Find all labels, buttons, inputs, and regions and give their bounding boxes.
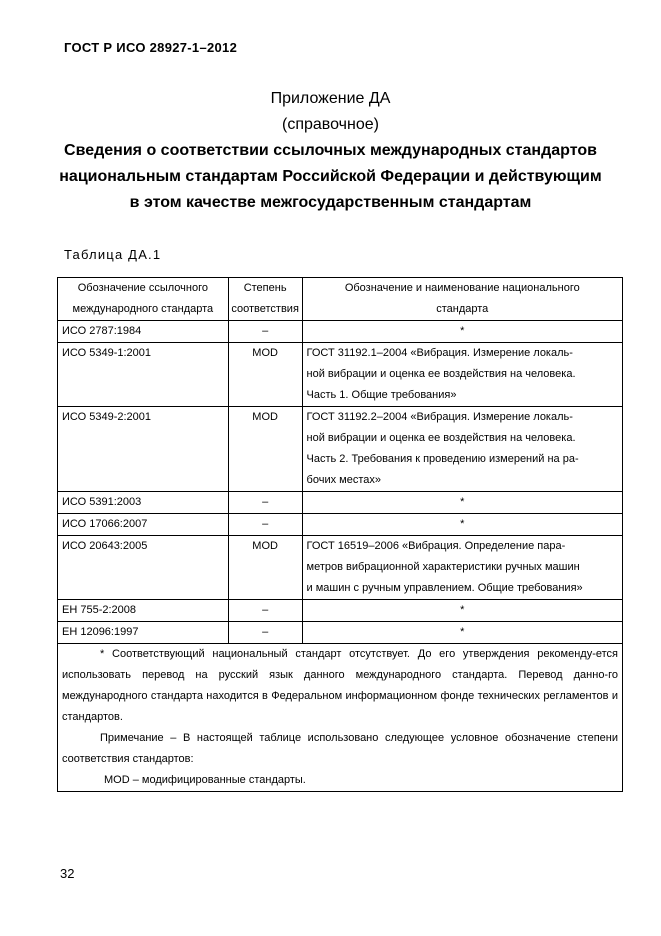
national-line: ной вибрации и оценка ее воздействия на человека. [306,432,576,444]
degree-cell: – [228,492,302,514]
header-col-degree [228,278,302,321]
table-row [58,514,623,536]
footnote-star: * Соответствующий национальный стандарт отсутствует. До его утверждения рекоменду-ется использовать перевод на русский язык данного международного стандарта. Перевод данно-го международного стандарта находится в Федеральном информационном фонде технических регламентов и стандартов. [62,648,618,723]
table-row [58,600,623,622]
table-row [58,321,623,343]
degree-cell: MOD [228,536,302,600]
national-line: и машин с ручным управлением. Общие требования» [306,582,583,594]
header-col-ref-line-2: международного стандарта [72,303,214,315]
national-line: метров вибрационной характеристики ручных машин [306,561,580,573]
appendix-type: (справочное) [282,116,379,133]
degree-cell: – [228,321,302,343]
document-code: ГОСТ Р ИСО 28927-1–2012 [64,40,238,55]
national-cell [302,343,622,407]
appendix-heading-line-2: национальным стандартам Российской Федерации и действующим [59,168,602,185]
degree-cell: MOD [228,407,302,492]
ref-cell: ЕН 755-2:2008 [58,600,229,622]
degree-cell: – [228,622,302,644]
table-footnote-row [58,644,623,792]
correspondence-table [57,277,623,792]
ref-cell: ИСО 20643:2005 [58,536,229,600]
footnote-mod: MOD – модифицированные стандарты. [104,774,306,786]
national-line: ГОСТ 31192.2–2004 «Вибрация. Измерение локаль- [306,411,573,423]
national-line: Часть 1. Общие требования» [306,389,457,401]
national-line: бочих местах» [306,474,381,486]
degree-cell: – [228,600,302,622]
national-line: ГОСТ 16519–2006 «Вибрация. Определение пара- [306,540,566,552]
table-row [58,492,623,514]
degree-cell: – [228,514,302,536]
ref-cell: ИСО 5349-2:2001 [58,407,229,492]
table-row [58,407,623,492]
national-cell [302,536,622,600]
appendix-title [40,86,621,216]
table-row [58,536,623,600]
national-line: Часть 2. Требования к проведению измерений на ра- [306,453,579,465]
ref-cell: ИСО 5391:2003 [58,492,229,514]
national-cell: * [302,622,622,644]
header-col-degree-line-2: соответствия [231,303,299,315]
table-caption: Таблица ДА.1 [64,247,162,262]
ref-cell: ЕН 12096:1997 [58,622,229,644]
table-row [58,622,623,644]
national-cell: * [302,321,622,343]
footnote-note: Примечание – В настоящей таблице использовано следующее условное обозначение степени соответствия стандартов: [62,732,618,765]
national-cell: * [302,514,622,536]
national-cell [302,407,622,492]
table-footnote [58,644,623,792]
ref-cell: ИСО 5349-1:2001 [58,343,229,407]
table-header-row [58,278,623,321]
national-line: ГОСТ 31192.1–2004 «Вибрация. Измерение локаль- [306,347,573,359]
national-cell: * [302,600,622,622]
ref-cell: ИСО 17066:2007 [58,514,229,536]
header-col-national-line-2: стандарта [436,303,489,315]
header-col-national-line-1: Обозначение и наименование национального [344,282,580,294]
appendix-heading-line-3: в этом качестве межгосударственным стандартам [129,194,532,211]
national-line: ной вибрации и оценка ее воздействия на человека. [306,368,576,380]
header-col-ref [58,278,229,321]
header-col-national [302,278,622,321]
appendix-heading-line-1: Сведения о соответствии ссылочных международных стандартов [64,142,597,159]
header-col-degree-line-1: Степень [243,282,287,294]
header-col-ref-line-1: Обозначение ссылочного [77,282,208,294]
ref-cell: ИСО 2787:1984 [58,321,229,343]
degree-cell: MOD [228,343,302,407]
page-number: 32 [60,866,75,881]
appendix-label: Приложение ДА [270,90,391,107]
table-row [58,343,623,407]
national-cell: * [302,492,622,514]
